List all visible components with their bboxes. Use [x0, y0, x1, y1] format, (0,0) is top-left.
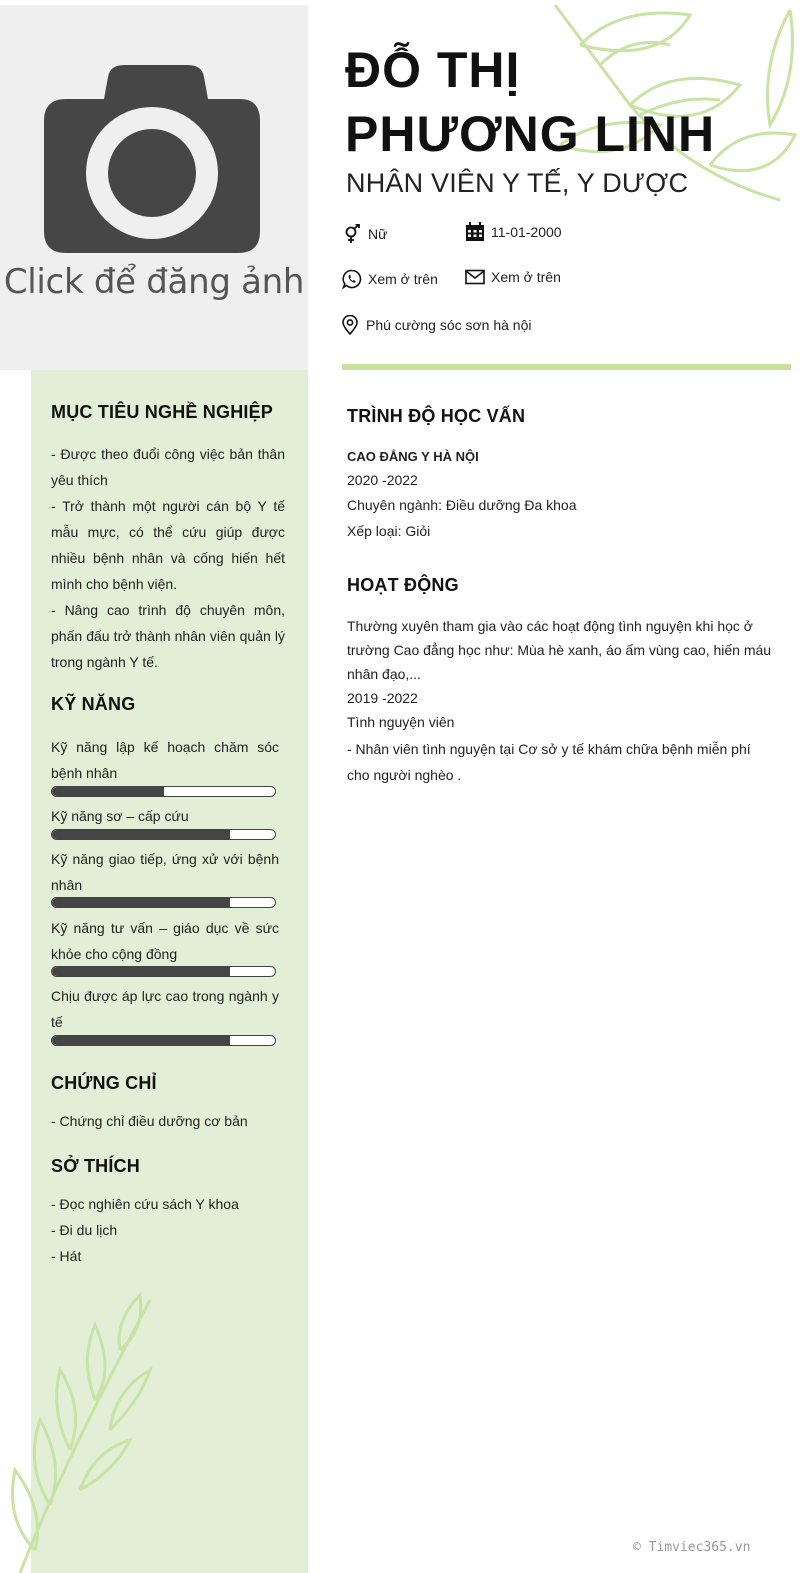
location-pin-icon	[340, 315, 360, 335]
address-value: Phú cường sóc sơn hà nội	[366, 317, 532, 333]
education-period: 2020 -2022	[347, 472, 418, 488]
address-info	[340, 315, 532, 335]
hobby-item: - Hát	[51, 1248, 82, 1264]
education-grade: Xếp loại: Giỏi	[347, 523, 431, 539]
education-major: Chuyên ngành: Điều dưỡng Đa khoa	[347, 497, 577, 513]
activities-role: Tình nguyện viên	[347, 714, 455, 730]
skill-label: Kỹ năng giao tiếp, ứng xử với bệnh nhân	[51, 851, 279, 893]
activities-description: Thường xuyên tham gia vào các hoạt động tình nguyện khi học ở trường Cao đẳng học như: Mùa hè xanh, áo ấm vùng cao, hiến máu nhân đạo,...	[347, 618, 772, 682]
header-divider	[342, 364, 791, 370]
career-goal-title: MỤC TIÊU NGHỀ NGHIỆP	[51, 402, 274, 422]
career-goal-paragraph: - Được theo đuổi công việc bản thân yêu thích	[51, 446, 285, 488]
activities-detail: - Nhân viên tình nguyện tại Cơ sở y tế khám chữa bệnh miễn phí cho người nghèo .	[347, 741, 751, 783]
whatsapp-icon	[342, 269, 362, 289]
skill-bar-fill	[52, 787, 164, 796]
photo-upload[interactable]	[0, 5, 308, 370]
name-line: ĐỖ THỊ	[345, 42, 521, 98]
career-goal-paragraph: - Nâng cao trình độ chuyên môn, phấn đấu trở thành nhân viên quản lý trong ngành Y tế.	[51, 602, 285, 670]
hobbies-title: SỞ THÍCH	[51, 1156, 140, 1176]
birthday-value: 11-01-2000	[491, 224, 562, 240]
photo-caption: Click để đăng ảnh	[3, 262, 305, 302]
mail-icon	[465, 267, 485, 287]
school-name: CAO ĐẲNG Y HÀ NỘI	[347, 449, 479, 464]
activities-period: 2019 -2022	[347, 690, 418, 706]
skill-bar	[51, 829, 276, 840]
certificate-item: - Chứng chỉ điều dưỡng cơ bản	[51, 1113, 248, 1129]
name-line: PHƯƠNG LINH	[345, 106, 716, 162]
skill-bar-fill	[52, 898, 230, 907]
job-title: NHÂN VIÊN Y TẾ, Y DƯỢC	[346, 168, 689, 198]
birthday-info	[465, 222, 562, 242]
hobby-item: - Đi du lịch	[51, 1222, 118, 1238]
skill-bar	[51, 786, 276, 797]
skill-bar	[51, 966, 276, 977]
skill-bar-fill	[52, 1036, 230, 1045]
activities-title: HOẠT ĐỘNG	[347, 575, 459, 595]
skills-title: KỸ NĂNG	[51, 694, 136, 714]
gender-info	[342, 224, 387, 244]
footer-credit: © Timviec365.vn	[633, 1540, 751, 1555]
skill-label: Kỹ năng tư vấn – giáo dục về sức khỏe cho cộng đồng	[51, 920, 279, 962]
candidate-name	[345, 38, 715, 166]
education-title: TRÌNH ĐỘ HỌC VẤN	[347, 406, 526, 426]
email-value: Xem ở trên	[491, 269, 561, 285]
calendar-icon	[465, 222, 485, 242]
skill-bar-fill	[52, 967, 230, 976]
skill-label: Kỹ năng lập kế hoạch chăm sóc bệnh nhân	[51, 739, 279, 781]
gender-value: Nữ	[368, 226, 388, 242]
gender-icon	[342, 224, 362, 244]
camera-icon	[42, 63, 264, 255]
skill-bar	[51, 1035, 276, 1046]
leaf-decoration	[0, 1290, 200, 1573]
hobby-item: - Đọc nghiên cứu sách Y khoa	[51, 1196, 239, 1212]
career-goal-paragraph: - Trở thành một người cán bộ Y tế mẫu mực, có thể cứu giúp được nhiều bệnh nhân và cống hiến hết mình cho bệnh viện.	[51, 498, 285, 592]
skill-bar-fill	[52, 830, 230, 839]
skill-label: Chịu được áp lực cao trong ngành y tế	[51, 988, 279, 1030]
skill-label: Kỹ năng sơ – cấp cứu	[51, 808, 189, 824]
certificates-title: CHỨNG CHỈ	[51, 1073, 157, 1093]
email-info[interactable]	[465, 267, 561, 287]
phone-value: Xem ở trên	[368, 271, 438, 287]
phone-info[interactable]	[342, 269, 438, 289]
skill-bar	[51, 897, 276, 908]
